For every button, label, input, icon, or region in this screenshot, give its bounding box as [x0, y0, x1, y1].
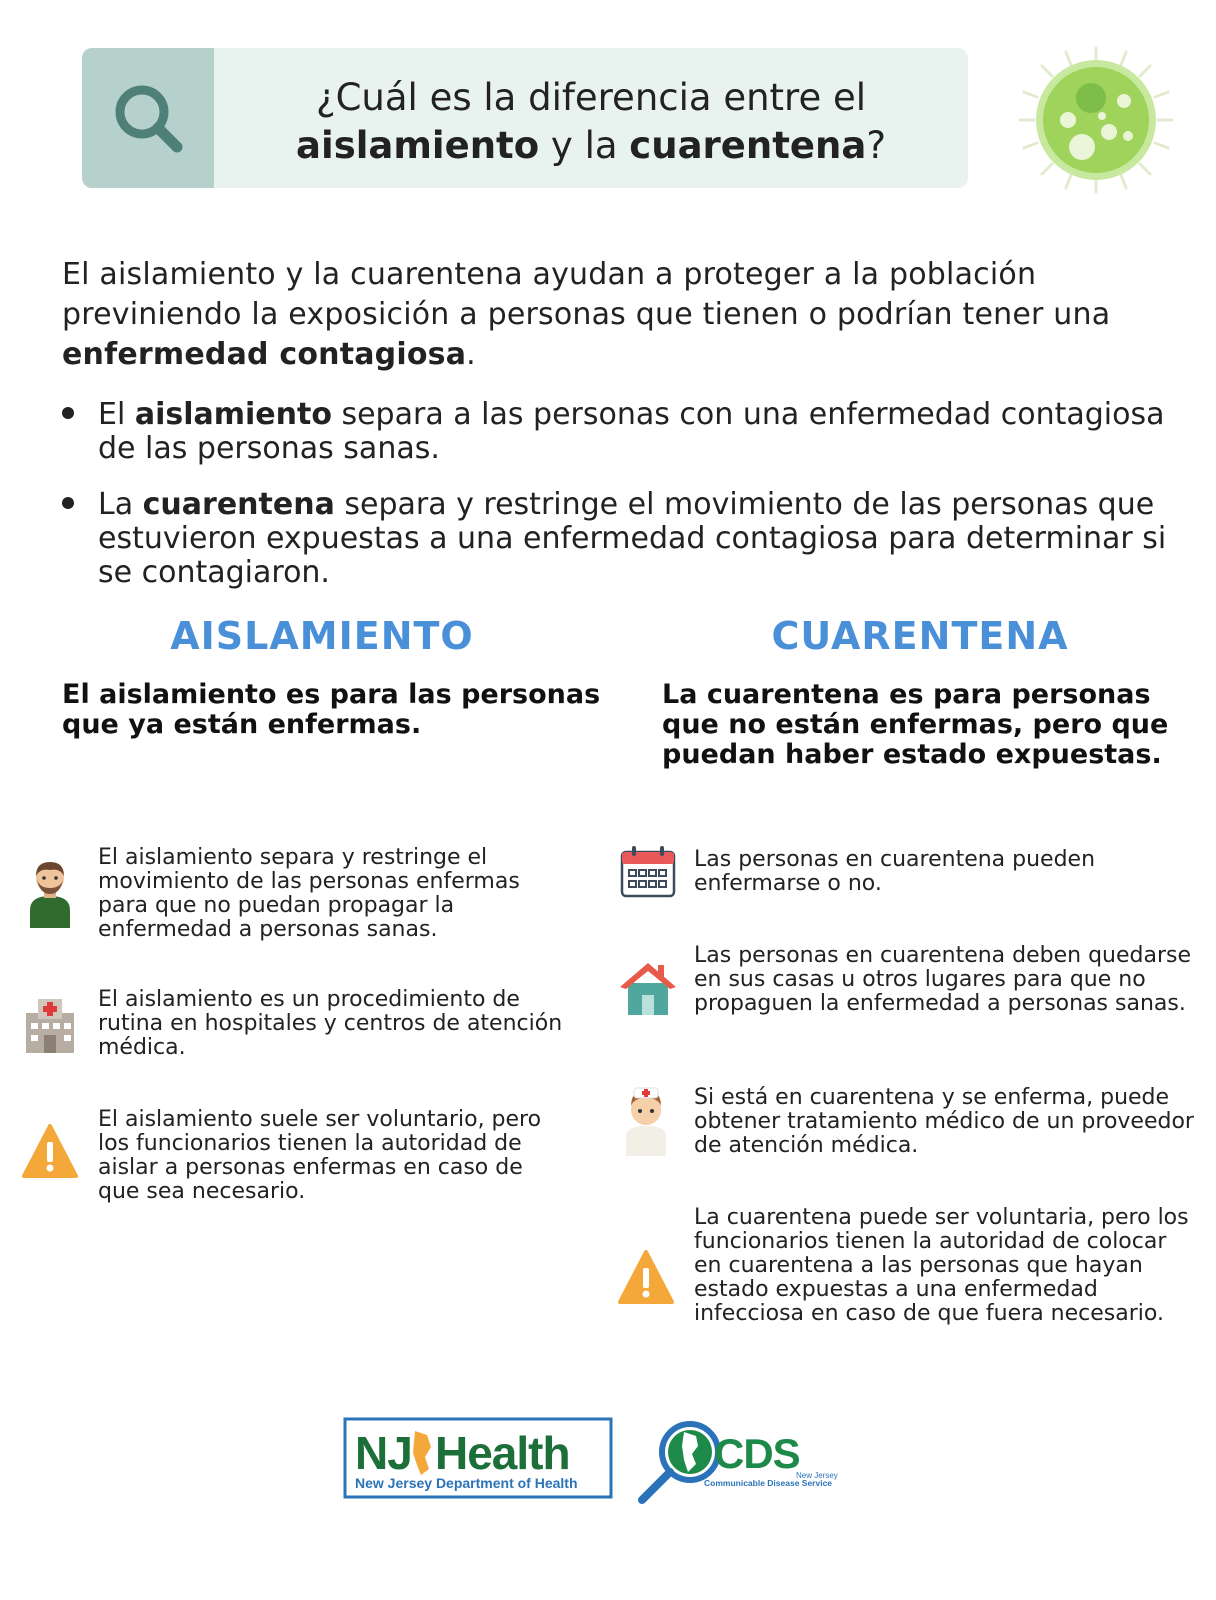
cds-logo	[636, 1418, 856, 1504]
svg-text:CDS: CDS	[714, 1430, 800, 1477]
svg-text:New Jersey Department of Healt: New Jersey Department of Health	[355, 1475, 578, 1491]
nj-health-logo	[343, 1417, 613, 1499]
cuarentena-item-3: Si está en cuarentena y se enferma, puede obtener tratamiento médico de un proveedor de atención médica.	[694, 1085, 1194, 1158]
aislamiento-item-3: El aislamiento suele ser voluntario, pero los funcionarios tienen la autoridad de aislar a personas enfermas en caso de que sea necesario.	[98, 1107, 542, 1204]
bullet-aislamiento: El aislamiento separa a las personas con una enfermedad contagiosa de las personas sanas.	[62, 398, 1192, 466]
aislamiento-item-2: El aislamiento es un procedimiento de rutina en hospitales y centros de atención médica.	[98, 987, 563, 1060]
aislamiento-heading: AISLAMIENTO	[170, 614, 474, 658]
sick-person-icon	[22, 858, 78, 928]
hospital-icon	[22, 993, 78, 1063]
aislamiento-item-1: El aislamiento separa y restringe el movimiento de las personas enfermas para que no puedan propagar la enfermedad a personas sanas.	[98, 845, 520, 942]
warning-icon	[22, 1118, 78, 1188]
intro-paragraph: El aislamiento y la cuarentena ayudan a proteger a la población previniendo la exposición a personas que tienen o podrían tener una enfermedad contagiosa.	[62, 257, 1111, 372]
aislamiento-subtitle: El aislamiento es para las personas que ya están enfermas.	[62, 679, 601, 740]
cuarentena-item-1: Las personas en cuarentena pueden enfermarse o no.	[694, 847, 1096, 896]
svg-text:NJ: NJ	[355, 1427, 412, 1479]
magnifier-icon	[82, 48, 214, 188]
cuarentena-subtitle: La cuarentena es para personas que no están enfermas, pero que puedan haber estado expuestas.	[662, 679, 1169, 770]
nurse-icon	[618, 1086, 674, 1156]
svg-text:Communicable Disease Service: Communicable Disease Service	[704, 1478, 833, 1488]
svg-text:New Jersey: New Jersey	[796, 1471, 838, 1480]
calendar-icon	[620, 838, 676, 908]
warning-icon	[618, 1244, 674, 1314]
germ-icon	[1016, 44, 1176, 196]
cuarentena-item-4: La cuarentena puede ser voluntaria, pero los funcionarios tienen la autoridad de colocar en cuarentena a las personas que hayan estado expuestas a una enfermedad infecciosa en caso de que fuera necesario.	[694, 1205, 1189, 1326]
bullet-dot	[62, 497, 74, 509]
bullet-cuarentena: La cuarentena separa y restringe el movimiento de las personas que estuvieron expuestas a una enfermedad contagiosa para determinar si se contagiaron.	[62, 488, 1192, 590]
header-banner	[82, 48, 968, 188]
svg-text:Health: Health	[435, 1427, 570, 1479]
bullet-dot	[62, 407, 74, 419]
cuarentena-heading: CUARENTENA	[771, 614, 1069, 658]
page-title: ¿Cuál es la diferencia entre el aislamiento y la cuarentena?	[296, 76, 886, 167]
cuarentena-item-2: Las personas en cuarentena deben quedarse en sus casas u otros lugares para que no propaguen la enfermedad a personas sanas.	[694, 943, 1192, 1016]
house-icon	[620, 955, 676, 1025]
banner-icon-box	[82, 48, 214, 188]
